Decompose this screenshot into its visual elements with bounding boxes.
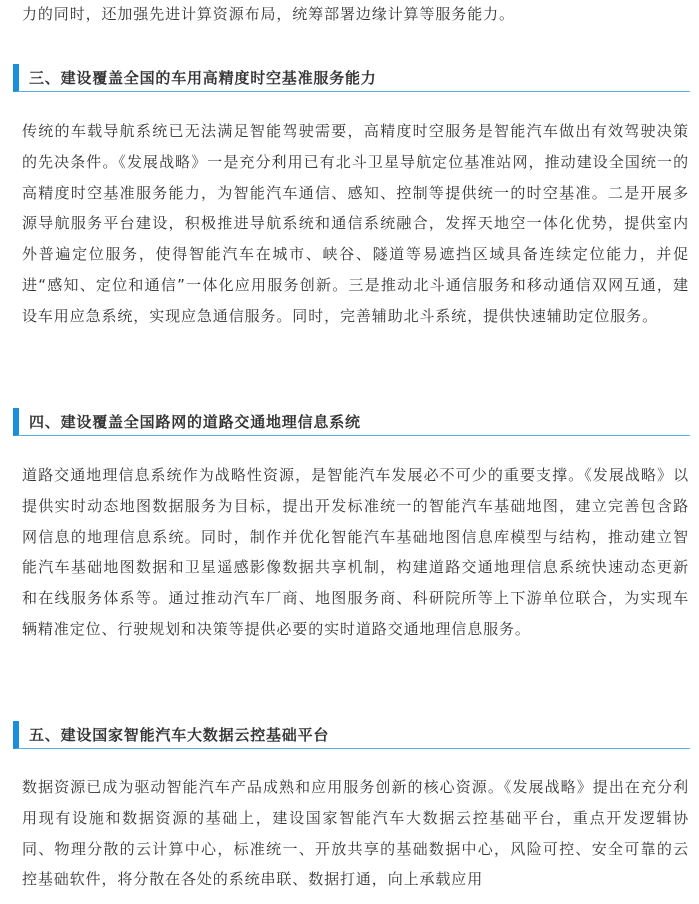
section-heading-5: [13, 721, 690, 749]
section-body-3: [0, 116, 699, 332]
section-heading-4-text: 四、建设覆盖全国路网的道路交通地理信息系统: [29, 413, 361, 431]
section-body-5-text: 数据资源已成为驱动智能汽车产品成熟和应用服务创新的核心资源。《发展战略》提出在充分利用现有设施和数据资源的基础上，建设国家智能汽车大数据云控基础平台，重点开发逻辑协同、物理分散的云计算中心，标准统一、开放共享的基础数据中心，风险可控、安全可靠的云控基础软件，将分散在各处的系统串联、数据打通，向上承载应用: [22, 778, 689, 889]
section-body-3-text: 传统的车载导航系统已无法满足智能驾驶需要，高精度时空服务是智能汽车做出有效驾驶决策的先决条件。《发展战略》一是充分利用已有北斗卫星导航定位基准站网，推动建设全国统一的高精度时空基准服务能力，为智能汽车通信、感知、控制等提供统一的时空基准。二是开展多源导航服务平台建设，积极推进导航系统和通信系统融合，发挥天地空一体化优势，提供室内外普遍定位服务，使得智能汽车在城市、峡谷、隧道等易遮挡区域具备连续定位能力，并促进“感知、定位和通信”一体化应用服务创新。三是推动北斗通信服务和移动通信双网互通，建设车用应急系统，实现应急通信服务。同时，完善辅助北斗系统，提供快速辅助定位服务。: [22, 122, 689, 325]
section-body-4: [0, 460, 699, 645]
section-heading-3: [13, 64, 690, 92]
section-heading-3-text: 三、建设覆盖全国的车用高精度时空基准服务能力: [29, 69, 377, 87]
section-heading-4: [13, 408, 690, 436]
section-heading-5-text: 五、建设国家智能汽车大数据云控基础平台: [29, 726, 330, 744]
intro-paragraph: 力的同时，还加强先进计算资源布局，统筹部署边缘计算等服务能力。: [22, 5, 515, 23]
section-body-5: [0, 772, 699, 895]
section-body-4-text: 道路交通地理信息系统作为战略性资源，是智能汽车发展必不可少的重要支撑。《发展战略》以提供实时动态地图数据服务为目标，提出开发标准统一的智能汽车基础地图，建立完善包含路网信息的地理信息系统。同时，制作并优化智能汽车基础地图信息库模型与结构，推动建立智能汽车基础地图数据和卫星遥感影像数据共享机制，构建道路交通地理信息系统快速动态更新和在线服务体系等。通过推动汽车厂商、地图服务商、科研院所等上下游单位联合，为实现车辆精准定位、行驶规划和决策等提供必要的实时道路交通地理信息服务。: [22, 466, 689, 638]
